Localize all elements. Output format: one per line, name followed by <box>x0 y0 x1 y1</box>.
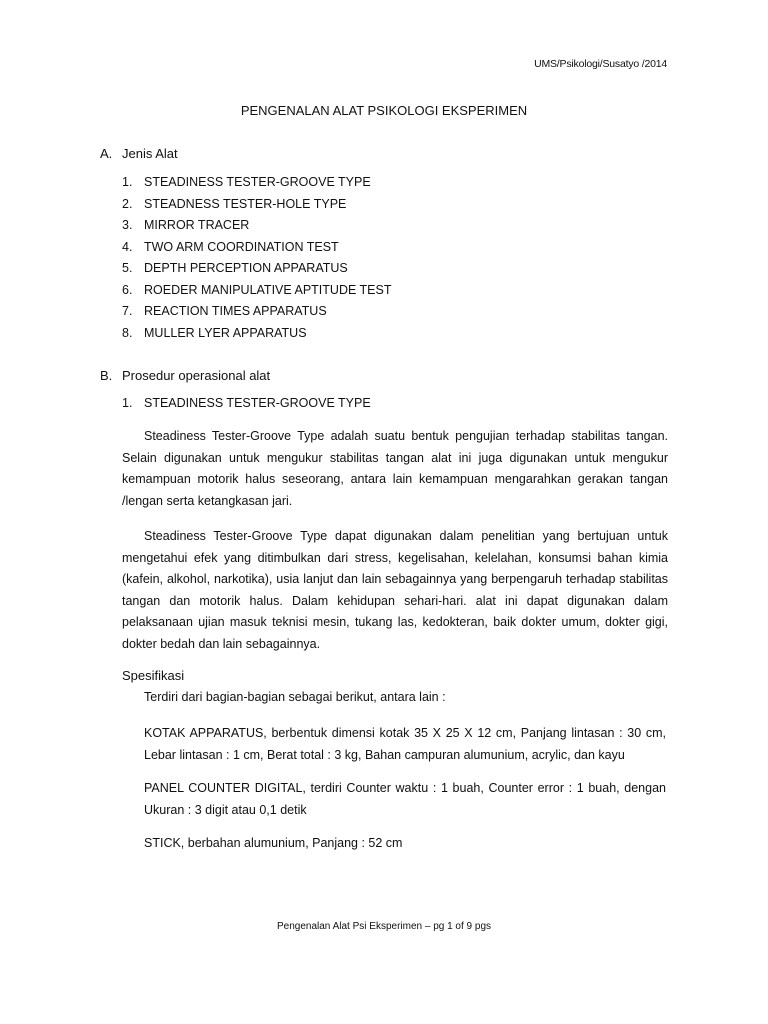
subsection-title: STEADINESS TESTER-GROOVE TYPE <box>144 396 371 410</box>
list-item: 4. TWO ARM COORDINATION TEST <box>122 239 339 254</box>
page-footer: Pengenalan Alat Psi Eksperimen – pg 1 of 9 pgs <box>276 921 492 932</box>
subsection-heading <box>122 393 371 415</box>
list-item: 2. STEADNESS TESTER-HOLE TYPE <box>122 196 347 211</box>
spec-item: STICK, berbahan alumunium, Panjang : 52 cm <box>144 836 403 850</box>
spec-item: PANEL COUNTER DIGITAL, terdiri Counter waktu : 1 buah, Counter error : 1 buah, dengan Ukuran : 3 digit atau 0,1 detik <box>144 781 666 817</box>
page-title: PENGENALAN ALAT PSIKOLOGI EKSPERIMEN <box>240 103 528 118</box>
list-item: 5. DEPTH PERCEPTION APPARATUS <box>122 261 348 275</box>
list-item: 7. REACTION TIMES APPARATUS <box>122 304 327 318</box>
section-a-title: Jenis Alat <box>122 146 178 161</box>
section-a-letter: A. <box>100 146 113 161</box>
spec-intro: Terdiri dari bagian-bagian sebagai berikut, antara lain : <box>144 690 446 704</box>
section-b-letter: B. <box>100 368 113 383</box>
spec-item: KOTAK APPARATUS, berbentuk dimensi kotak 35 X 25 X 12 cm, Panjang lintasan : 30 cm, Lebar lintasan : 1 cm, Berat total : 3 kg, Bahan campuran alumunium, acrylic, dan kayu <box>144 726 666 762</box>
subsection-number: 1. <box>122 396 133 410</box>
section-a-heading <box>100 146 178 161</box>
section-b-title: Prosedur operasional alat <box>122 368 271 383</box>
paragraph-1: Steadiness Tester-Groove Type adalah suatu bentuk pengujian terhadap stabilitas tangan. Selain digunakan untuk mengukur stabilitas tangan alat ini juga digunakan untuk mengukur kemampuan motorik halus seseorang, antara lain kemampuan mengarahkan gerakan tangan /lengan serta ketangkasan jari. <box>122 429 668 508</box>
list-item: 1. STEADINESS TESTER-GROOVE TYPE <box>122 175 371 189</box>
list-item: 6. ROEDER MANIPULATIVE APTITUDE TEST <box>122 282 392 297</box>
list-item: 8. MULLER LYER APPARATUS <box>122 325 307 340</box>
header-reference: UMS/Psikologi/Susatyo /2014 <box>534 58 667 70</box>
paragraph-2: Steadiness Tester-Groove Type dapat digunakan dalam penelitian yang bertujuan untuk mengetahui efek yang ditimbulkan dari stress, kegelisahan, kelelahan, konsumsi bahan kimia (kafein, alkohol, narkotika), usia lanjut dan lain sebagainnya yang berpengaruh terhadap stabilitas tangan dan motorik halus. Dalam kehidupan sehari-hari. alat ini dapat digunakan dalam pelaksanaan ujian masuk teknisi mesin, tukang las, kedokteran, baik dokter umum, dokter gigi, dokter bedah dan lain sebagainnya. <box>122 529 668 651</box>
equipment-list <box>122 172 392 344</box>
section-b-heading <box>100 368 270 383</box>
list-item: 3. MIRROR TRACER <box>122 218 250 232</box>
spec-heading: Spesifikasi <box>122 668 185 683</box>
